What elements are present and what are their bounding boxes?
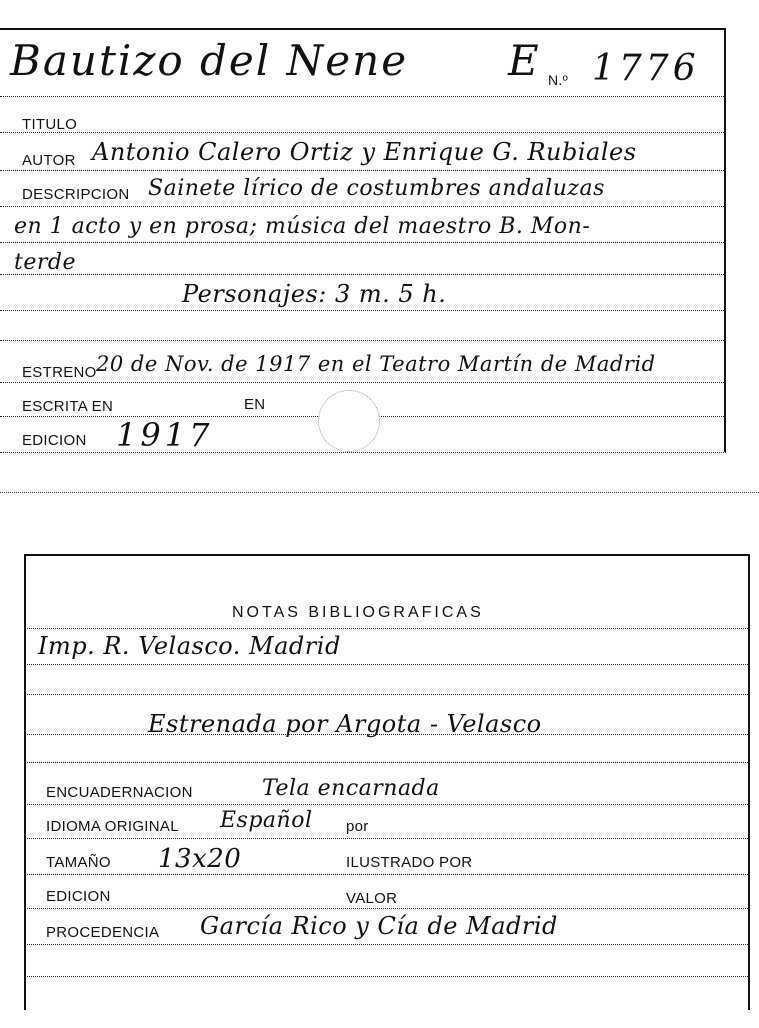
card-right-border <box>748 554 750 1010</box>
note-line-1: Imp. R. Velasco. Madrid <box>38 632 341 660</box>
edicion-label-bottom: EDICION <box>46 888 111 905</box>
dotted-rule <box>0 340 726 341</box>
encuadernacion-label: ENCUADERNACION <box>46 784 193 801</box>
titulo-label: TITULO <box>22 116 78 133</box>
descripcion-line-1: Sainete lírico de costumbres andaluzas <box>148 176 605 201</box>
number-label: N.º <box>548 72 569 88</box>
por-label: por <box>346 818 369 835</box>
valor-label: VALOR <box>346 890 398 907</box>
dotted-rule <box>24 804 750 805</box>
dotted-rule <box>24 694 750 695</box>
dotted-rule <box>24 664 750 665</box>
ilustrado-label: ILUSTRADO POR <box>346 854 473 871</box>
card-top-border <box>0 28 726 30</box>
autor-value: Antonio Calero Ortiz y Enrique G. Rubiales <box>92 138 637 166</box>
dotted-rule <box>0 382 726 383</box>
estreno-value: 20 de Nov. de 1917 en el Teatro Martín de Madrid <box>96 352 656 376</box>
dotted-rule <box>24 874 750 875</box>
dotted-rule <box>0 170 726 171</box>
catalog-card-bottom <box>24 540 750 1010</box>
notas-heading: NOTAS BIBLIOGRAFICAS <box>232 604 484 621</box>
dotted-rule <box>0 132 726 133</box>
escrita-en-label: ESCRITA EN <box>22 398 114 415</box>
estreno-label: ESTRENO <box>22 364 97 381</box>
dotted-rule <box>24 838 750 839</box>
note-line-2: Estrenada por Argota - Velasco <box>148 710 542 738</box>
card-left-border <box>24 554 26 1010</box>
en-label: EN <box>244 396 266 413</box>
idioma-label: IDIOMA ORIGINAL <box>46 818 179 835</box>
edicion-label: EDICION <box>22 432 87 449</box>
descripcion-line-3: terde <box>14 250 76 275</box>
handwritten-title: Bautizo del Nene <box>10 36 409 85</box>
card-right-border <box>724 28 726 452</box>
catalog-number: 1776 <box>592 48 700 89</box>
dotted-rule <box>0 452 726 453</box>
dotted-rule <box>24 628 750 629</box>
card-top-border <box>24 554 750 556</box>
number-prefix: E <box>508 36 541 85</box>
card-separator <box>0 492 759 493</box>
dotted-rule <box>24 734 750 735</box>
procedencia-value: García Rico y Cía de Madrid <box>200 912 558 940</box>
punch-hole <box>318 390 380 452</box>
descripcion-label: DESCRIPCION <box>22 186 130 203</box>
dotted-rule <box>24 976 750 977</box>
catalog-card-top <box>0 0 726 492</box>
dotted-rule <box>24 762 750 763</box>
tamano-value: 13x20 <box>158 844 242 874</box>
dotted-rule <box>0 96 726 97</box>
descripcion-line-2: en 1 acto y en prosa; música del maestro B. Mon- <box>14 214 591 239</box>
dotted-rule <box>0 274 726 275</box>
dotted-rule <box>24 944 750 945</box>
tamano-label: TAMAÑO <box>46 854 111 871</box>
dotted-rule <box>0 206 726 207</box>
dotted-rule <box>24 908 750 909</box>
autor-label: AUTOR <box>22 152 76 169</box>
edicion-value: 1917 <box>116 416 214 454</box>
encuadernacion-value: Tela encarnada <box>262 776 440 801</box>
procedencia-label: PROCEDENCIA <box>46 924 160 941</box>
personajes-note: Personajes: 3 m. 5 h. <box>182 280 447 308</box>
idioma-value: Español <box>220 808 313 833</box>
dotted-rule <box>0 242 726 243</box>
dotted-rule <box>0 310 726 311</box>
